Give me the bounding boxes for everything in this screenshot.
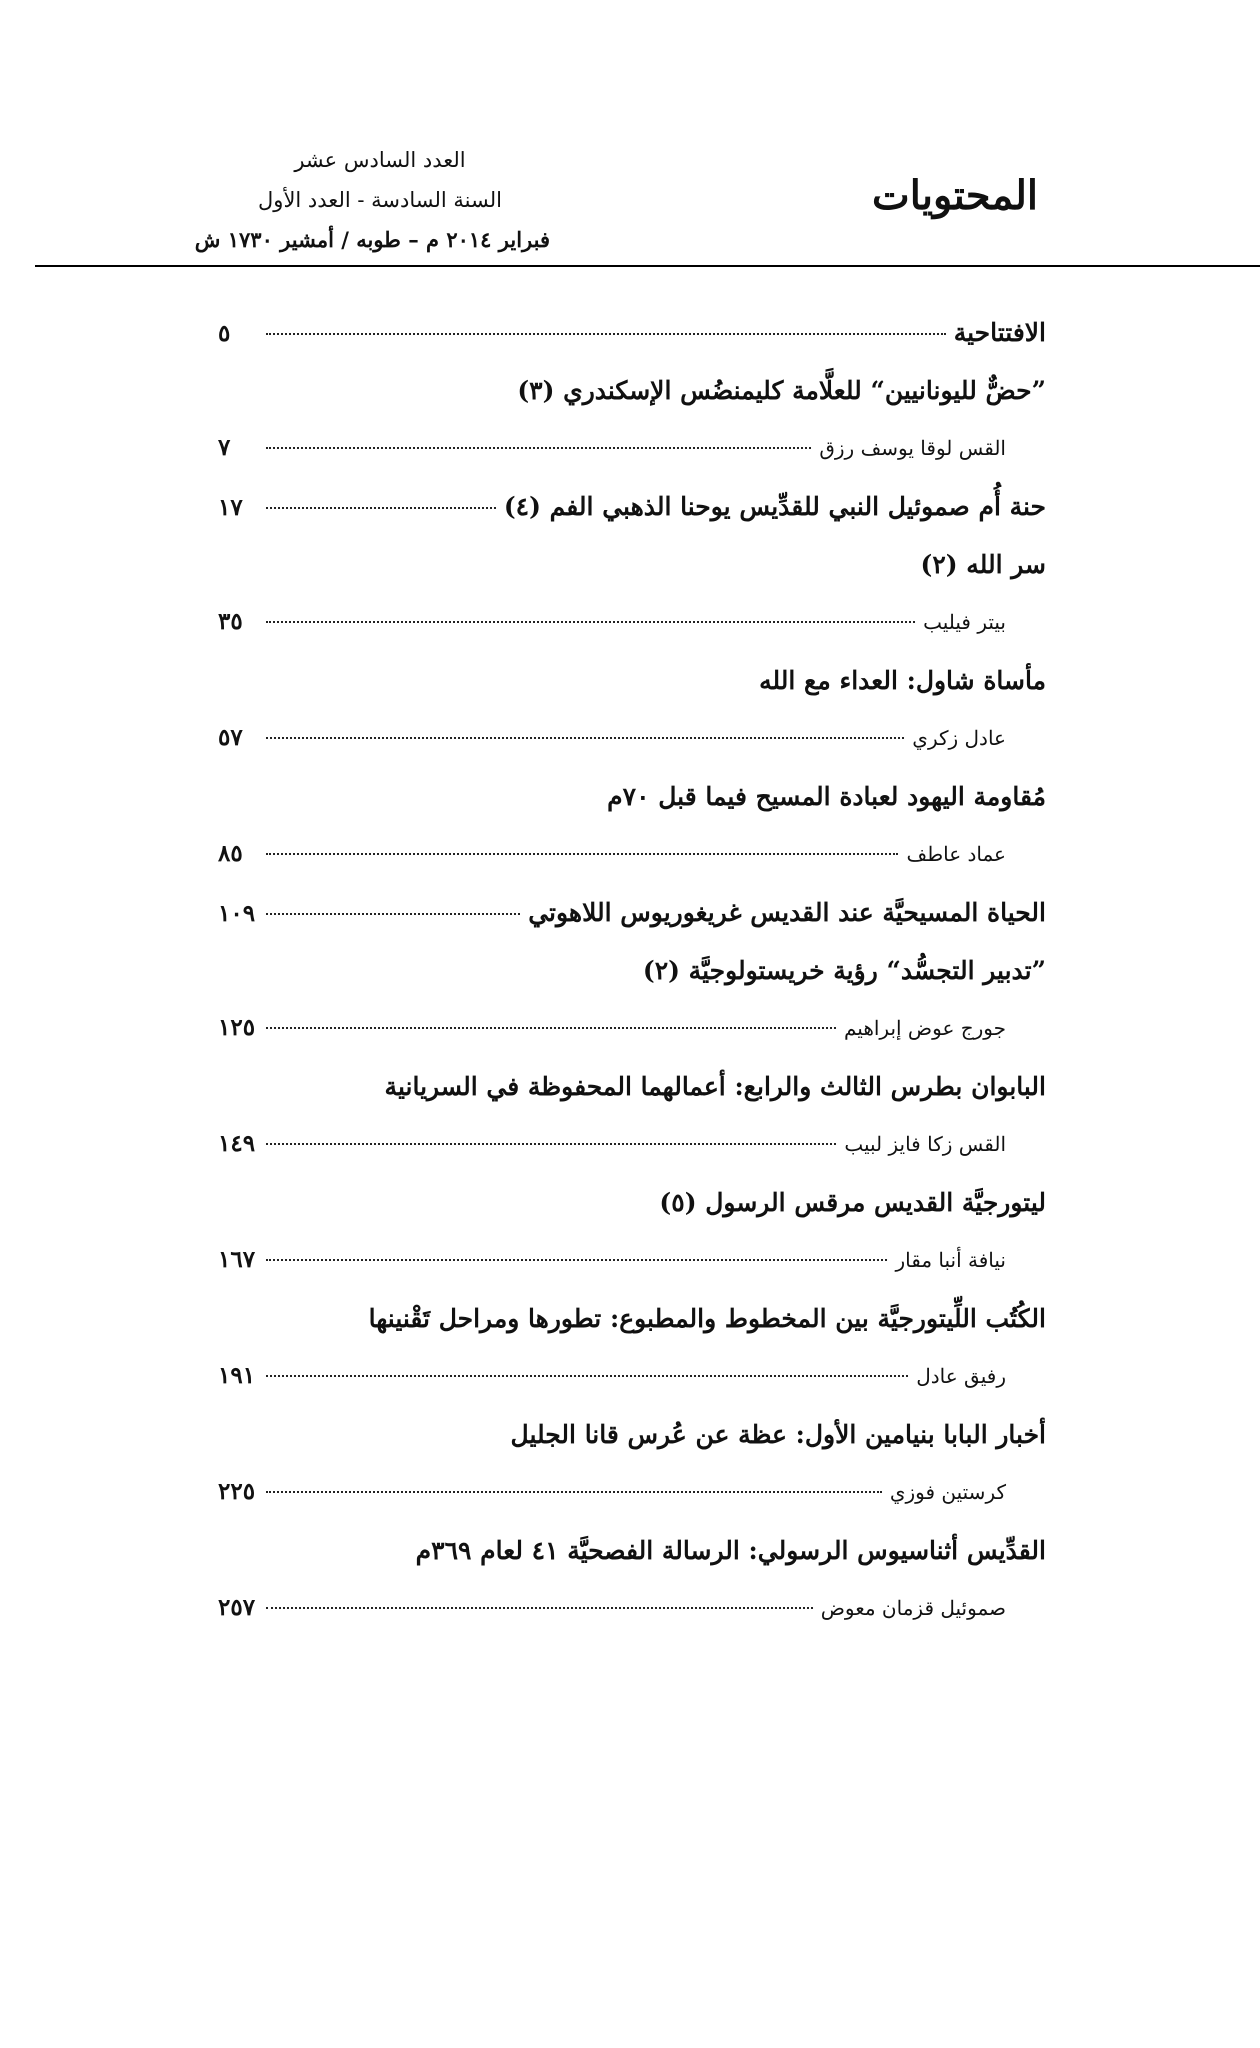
page-header	[0, 0, 1260, 270]
year-issue: السنة السادسة - العدد الأول	[258, 188, 502, 212]
toc-entry	[218, 376, 1046, 492]
toc-page-number: ٥٧	[218, 724, 243, 751]
toc-entry-title: أخبار البابا بنيامين الأول: عظة عن عُرس قانا الجليل	[510, 1420, 1046, 1449]
dot-leader	[266, 1259, 887, 1261]
toc-entry	[218, 492, 1046, 550]
toc-entry-title: الكُتُب اللِّيتورجيَّة بين المخطوط والمطبوع: تطورها ومراحل تَقْنينها	[368, 1304, 1046, 1333]
toc-title-row	[218, 666, 1046, 724]
toc-entry-author: القس لوقا يوسف رزق	[819, 436, 1006, 460]
toc-author-row	[218, 1014, 1046, 1072]
toc-entry	[218, 1072, 1046, 1188]
toc-entry	[218, 1536, 1046, 1652]
toc-title-row	[218, 550, 1046, 608]
toc-author-row	[218, 1478, 1046, 1536]
toc-title-row	[218, 1536, 1046, 1594]
toc-author-row	[218, 724, 1046, 782]
toc-entry-title: ”تدبير التجسُّد“ رؤية خريستولوجيَّة (٢)	[642, 956, 1046, 985]
toc-page-number: ١٦٧	[218, 1246, 256, 1273]
toc-entry-title: الحياة المسيحيَّة عند القديس غريغوريوس اللاهوتي	[528, 898, 1046, 927]
toc-entry-author: القس زكا فايز لبيب	[844, 1132, 1006, 1156]
toc-page-number: ١٢٥	[218, 1014, 256, 1041]
toc-page-number: ١٩١	[218, 1362, 256, 1389]
dot-leader	[266, 333, 946, 335]
toc-entry-author: رفيق عادل	[916, 1364, 1006, 1388]
toc-author-row	[218, 1362, 1046, 1420]
toc-entry-author: نيافة أنبا مقار	[895, 1248, 1006, 1272]
dot-leader	[266, 1375, 908, 1377]
page-title: المحتويات	[872, 172, 1038, 219]
toc-entry	[218, 782, 1046, 898]
dot-leader	[266, 853, 898, 855]
toc-title-row	[218, 1188, 1046, 1246]
toc-entry	[218, 666, 1046, 782]
toc-page-number: ٨٥	[218, 840, 243, 867]
toc-page-number: ٥	[218, 320, 231, 347]
toc-entry-title: البابوان بطرس الثالث والرابع: أعمالهما المحفوظة في السريانية	[384, 1072, 1046, 1101]
toc-entry	[218, 898, 1046, 956]
toc-entry-author: عادل زكري	[912, 726, 1006, 750]
dot-leader	[266, 507, 496, 509]
dot-leader	[266, 1027, 836, 1029]
dot-leader	[266, 913, 520, 915]
toc-entry-author: جورج عوض إبراهيم	[843, 1016, 1006, 1040]
toc-page-number: ٧	[218, 434, 231, 461]
toc-author-row	[218, 840, 1046, 898]
toc-entry-author: بيتر فيليب	[923, 610, 1006, 634]
toc-author-row	[218, 1246, 1046, 1304]
toc-page-number: ١٠٩	[218, 900, 256, 927]
toc-entry-title: مُقاومة اليهود لعبادة المسيح فيما قبل ٧٠م	[607, 782, 1046, 811]
toc-entry	[218, 1188, 1046, 1304]
header-divider	[35, 265, 1260, 267]
toc-entry	[218, 1420, 1046, 1536]
table-of-contents	[218, 318, 1046, 1652]
toc-author-row	[218, 434, 1046, 492]
toc-page-number: ١٧	[218, 494, 243, 521]
toc-entry-author: عماد عاطف	[906, 842, 1006, 866]
toc-page-number: ١٤٩	[218, 1130, 256, 1157]
toc-page-number: ٣٥	[218, 608, 243, 635]
toc-page-number: ٢٢٥	[218, 1478, 256, 1505]
toc-entry-title: ”حضٌّ لليونانيين“ للعلَّامة كليمنضُس الإسكندري (٣)	[517, 376, 1046, 405]
issue-number: العدد السادس عشر	[294, 148, 466, 172]
toc-title-row	[218, 782, 1046, 840]
toc-title-row	[218, 956, 1046, 1014]
toc-entry-title: الافتتاحية	[953, 318, 1046, 347]
toc-entry	[218, 550, 1046, 666]
toc-title-row	[218, 318, 1046, 376]
dot-leader	[266, 1491, 882, 1493]
toc-title-row	[218, 1420, 1046, 1478]
toc-entry-title: حنة أُم صموئيل النبي للقدِّيس يوحنا الذهبي الفم (٤)	[503, 492, 1046, 521]
toc-entry-title: سر الله (٢)	[920, 550, 1046, 579]
toc-author-row	[218, 1594, 1046, 1652]
dot-leader	[266, 1607, 813, 1609]
toc-page-number: ٢٥٧	[218, 1594, 256, 1621]
issue-date: فبراير ٢٠١٤ م – طوبه / أمشير ١٧٣٠ ش	[194, 227, 550, 252]
toc-entry-author: صموئيل قزمان معوض	[820, 1596, 1006, 1620]
toc-title-row	[218, 1072, 1046, 1130]
dot-leader	[266, 621, 915, 623]
toc-entry-title: القدِّيس أثناسيوس الرسولي: الرسالة الفصحيَّة ٤١ لعام ٣٦٩م	[415, 1536, 1046, 1565]
toc-author-row	[218, 608, 1046, 666]
toc-title-row	[218, 376, 1046, 434]
toc-entry	[218, 1304, 1046, 1420]
toc-entry	[218, 318, 1046, 376]
toc-entry	[218, 956, 1046, 1072]
dot-leader	[266, 737, 904, 739]
toc-entry-title: ليتورجيَّة القديس مرقس الرسول (٥)	[659, 1188, 1046, 1217]
toc-title-row	[218, 492, 1046, 550]
toc-title-row	[218, 898, 1046, 956]
dot-leader	[266, 1143, 836, 1145]
toc-entry-author: كرستين فوزي	[889, 1480, 1006, 1504]
toc-entry-title: مأساة شاول: العداء مع الله	[759, 666, 1046, 695]
dot-leader	[266, 447, 811, 449]
issue-info	[194, 140, 550, 260]
toc-author-row	[218, 1130, 1046, 1188]
toc-title-row	[218, 1304, 1046, 1362]
